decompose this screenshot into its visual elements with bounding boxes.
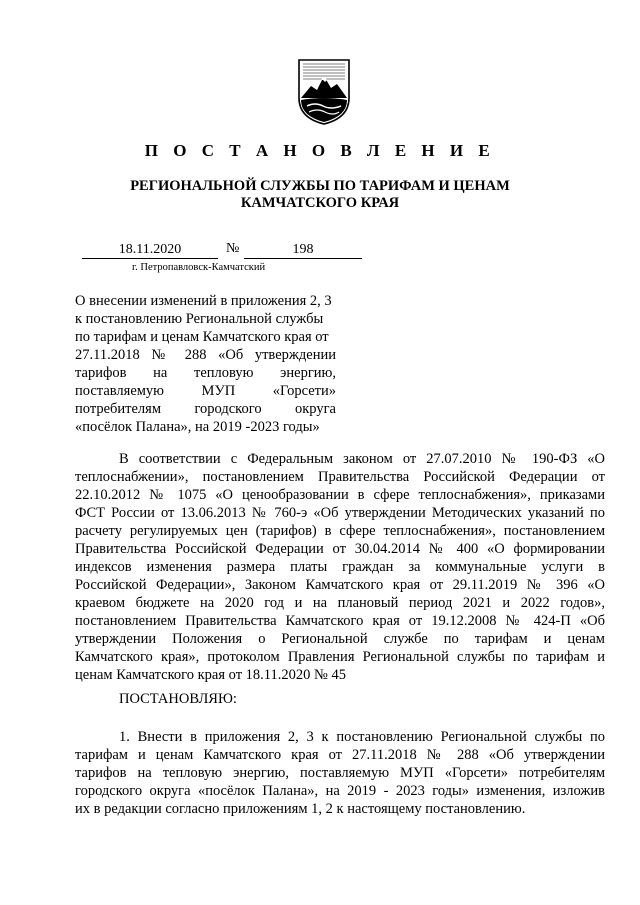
subject-line: поставляемую МУП «Горсети» [75,383,336,399]
subject-line: «посёлок Палана», на 2019 -2023 годы» [75,419,320,435]
number-sign: № [226,241,240,256]
paragraph-1-line: тарифам и ценам Камчатского края от 27.11.2018 № 288 «Об утверждении [75,747,605,763]
subject-line: О внесении изменений в приложения 2, 3 [75,293,332,309]
preamble-line: Российской Федерации», Законом Камчатского края от 29.11.2019 № 396 «О [75,577,605,593]
organization-line-1: РЕГИОНАЛЬНОЙ СЛУЖБЫ ПО ТАРИФАМ И ЦЕНАМ [130,178,510,194]
document-city: г. Петропавловск-Камчатский [132,262,266,273]
subject-line: по тарифам и ценам Камчатского края от [75,329,329,345]
preamble-line: постановлением Правительства Камчатского края от 19.12.2008 № 424-П «Об [75,613,605,629]
subject-line: 27.11.2018 № 288 «Об утверждении [75,347,336,363]
preamble-line: В соответствии с Федеральным законом от 27.07.2010 № 190-ФЗ «О [119,451,605,467]
organization-line-2: КАМЧАТСКОГО КРАЯ [240,195,400,211]
preamble-paragraph [75,450,605,684]
preamble-line: 22.10.2012 № 1075 «О ценообразовании в сфере теплоснабжения», приказами [75,487,605,503]
document-title: П О С Т А Н О В Л Е Н И Е [144,141,496,160]
paragraph-1 [75,728,605,818]
subject-line: тарифов на тепловую энергию, [75,365,336,381]
paragraph-1-line: тарифов на тепловую энергию, поставляемую МУП «Горсети» потребителям [75,765,605,781]
preamble-line: Камчатского края», протоколом Правления Региональной службы по тарифам и [75,649,605,665]
preamble-line: ценам Камчатского края от 18.11.2020 № 45 [75,667,346,683]
preamble-line: Правительства Российской Федерации от 30.04.2014 № 400 «О формировании [75,541,605,557]
preamble-line: ФСТ России от 13.06.2013 № 760-э «Об утверждении Методических указаний по [75,505,605,521]
paragraph-1-line: их в редакции согласно приложениям 1, 2 к настоящему постановлению. [75,801,526,817]
preamble-line: утверждении Положения о Региональной службе по тарифам и ценам [75,631,605,647]
subject-line: потребителям городского округа [75,401,336,417]
preamble-line: краевом бюджете на 2020 год и на плановый период 2021 и 2022 годов», [75,595,605,611]
document-subject [75,292,336,436]
paragraph-1-line: 1. Внести в приложения 2, 3 к постановлению Региональной службы по [119,729,605,745]
preamble-line: индексов изменения размера платы граждан за коммунальные услуги в [75,559,605,575]
kamchatka-coat-of-arms-icon [297,58,351,126]
issuing-organization [0,178,640,212]
preamble-line: теплоснабжении», постановлением Правительства Российской Федерации от [75,469,605,485]
paragraph-1-line: городского округа «посёлок Палана», на 2019 - 2023 годы» изменения, изложив [75,783,605,799]
document-date: 18.11.2020 [82,241,218,259]
subject-line: к постановлению Региональной службы [75,311,324,327]
preamble-line: расчету регулируемых цен (тарифов) в сфере теплоснабжения», постановлением [75,523,605,539]
document-number: 198 [244,241,362,259]
decree-word: ПОСТАНОВЛЯЮ: [119,691,237,707]
